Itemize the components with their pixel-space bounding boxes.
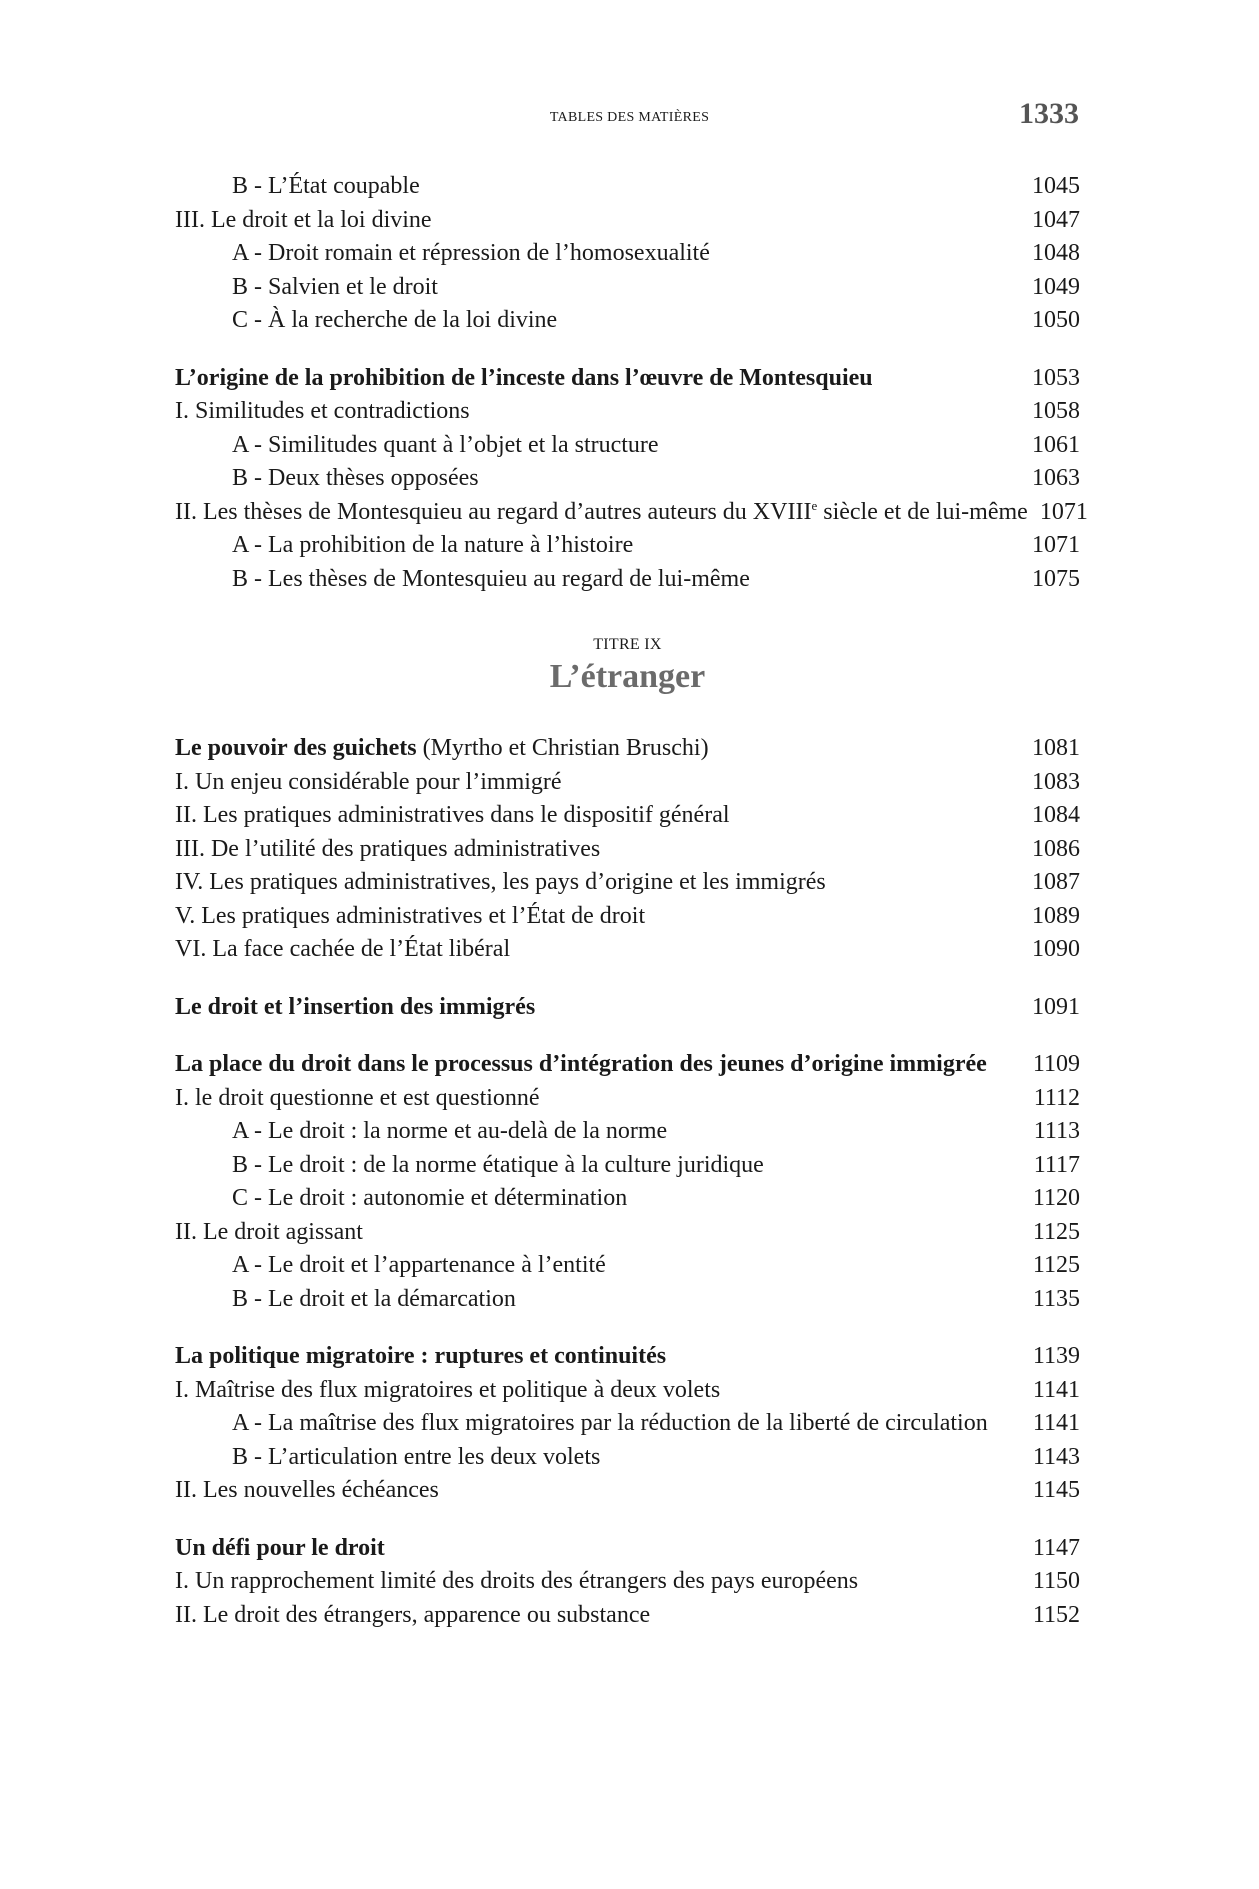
part-title: L’étranger — [549, 658, 706, 695]
toc-entry-page: 1147 — [1032, 1534, 1080, 1561]
toc-chapter-title: Un défi pour le droit — [175, 1534, 385, 1561]
toc-entry-page: 1061 — [1032, 431, 1080, 458]
toc-entry — [175, 1474, 1080, 1508]
toc-entry-text-before: II. Les thèses de Montesquieu au regard d’autres auteurs du XVIII — [175, 498, 812, 525]
toc-entry — [175, 1149, 1080, 1183]
toc-entry-text — [175, 496, 1028, 530]
toc-entry — [175, 799, 1080, 833]
toc-entry-text: B - Le droit : de la norme étatique à la culture juridique — [232, 1151, 764, 1178]
toc-entry-page: 1125 — [1032, 1252, 1080, 1278]
toc-entry-page: 1050 — [1032, 307, 1080, 333]
toc-entry — [175, 933, 1080, 967]
toc-entry-text: C - À la recherche de la loi divine — [232, 307, 558, 333]
toc-chapter-entry — [175, 362, 1080, 396]
toc-entry — [175, 496, 1088, 530]
toc-entry — [175, 1441, 1080, 1475]
toc-entry-text: II. Le droit des étrangers, apparence ou substance — [175, 1601, 651, 1628]
page-number: 1333 — [1019, 97, 1079, 130]
toc-entry — [175, 204, 1080, 238]
toc-entry-page: 1081 — [1032, 735, 1080, 761]
running-header: TABLES DES MATIÈRES — [549, 110, 710, 125]
toc-chapter-title-bold: Le pouvoir des guichets — [175, 735, 417, 761]
toc-entry-text: IV. Les pratiques administratives, les pays d’origine et les immigrés — [175, 869, 826, 895]
toc-entry-text: I. le droit questionne et est questionné — [175, 1084, 540, 1111]
toc-chapter-title — [175, 732, 709, 766]
toc-entry-page: 1120 — [1032, 1185, 1080, 1211]
toc-entry — [175, 1082, 1080, 1116]
toc-entry-text: A - Droit romain et répression de l’homosexualité — [232, 240, 710, 266]
toc-entry-page: 1075 — [1032, 565, 1080, 592]
toc-chapter-title: La place du droit dans le processus d’intégration des jeunes d’origine immigrée — [175, 1051, 987, 1077]
toc-entry-text: I. Similitudes et contradictions — [175, 398, 470, 424]
toc-entry — [175, 1565, 1080, 1599]
toc-entry-page: 1071 — [1032, 532, 1080, 558]
toc-entry-page: 1087 — [1032, 869, 1080, 895]
toc-entry-text: B - Deux thèses opposées — [232, 465, 479, 491]
toc-entry — [175, 900, 1080, 934]
section-gap — [175, 1508, 1080, 1532]
toc-entry-text: B - Salvien et le droit — [232, 273, 438, 300]
table-of-contents — [175, 170, 1088, 1632]
toc-entry — [175, 1283, 1080, 1317]
toc-entry-page: 1084 — [1032, 802, 1080, 828]
toc-entry-text: II. Les nouvelles échéances — [175, 1477, 439, 1503]
toc-entry-page: 1058 — [1032, 398, 1080, 424]
toc-entry-page: 1141 — [1032, 1410, 1080, 1436]
toc-chapter-entry — [175, 1532, 1080, 1566]
toc-entry — [175, 237, 1080, 271]
toc-chapter-title: La politique migratoire : ruptures et continuités — [175, 1343, 667, 1369]
superscript-e: e — [811, 497, 818, 513]
toc-entry-text: B - L’articulation entre les deux volets — [232, 1443, 601, 1470]
toc-entry-text: III. Le droit et la loi divine — [175, 206, 432, 233]
toc-entry-text: A - Similitudes quant à l’objet et la structure — [232, 431, 659, 458]
toc-entry — [175, 1249, 1080, 1283]
toc-entry-page: 1113 — [1033, 1118, 1080, 1144]
toc-chapter-entry — [175, 732, 1080, 766]
toc-entry-text: B - Le droit et la démarcation — [232, 1285, 516, 1312]
toc-entry — [175, 271, 1080, 305]
part-heading — [175, 636, 1080, 696]
toc-entry-page: 1145 — [1032, 1477, 1080, 1503]
toc-entry — [175, 1115, 1080, 1149]
toc-entry-text: C - Le droit : autonomie et détermination — [232, 1185, 628, 1211]
toc-entry-text: I. Un rapprochement limité des droits des étrangers des pays européens — [175, 1568, 859, 1594]
toc-chapter-author: (Myrtho et Christian Bruschi) — [416, 735, 709, 761]
toc-entry-text: A - Le droit et l’appartenance à l’entité — [232, 1252, 606, 1278]
toc-chapter-entry — [175, 1340, 1080, 1374]
toc-entry-page: 1135 — [1032, 1285, 1080, 1312]
toc-entry — [175, 1407, 1080, 1441]
toc-entry — [175, 304, 1080, 338]
toc-entry-page: 1048 — [1032, 240, 1080, 266]
toc-entry-page: 1117 — [1033, 1151, 1080, 1178]
part-label: TITRE IX — [593, 636, 662, 653]
toc-entry-text: II. Le droit agissant — [175, 1218, 363, 1245]
toc-entry-text-after: siècle et de lui-même — [817, 498, 1028, 525]
toc-entry-page: 1083 — [1032, 768, 1080, 795]
toc-entry — [175, 866, 1080, 900]
toc-entry-text: VI. La face cachée de l’État libéral — [175, 936, 511, 962]
section-gap — [175, 967, 1080, 991]
toc-entry-page: 1091 — [1032, 993, 1080, 1020]
toc-chapter-entry — [175, 991, 1080, 1025]
toc-entry-text: B - L’État coupable — [232, 173, 420, 199]
toc-entry-text: I. Maîtrise des flux migratoires et politique à deux volets — [175, 1376, 721, 1403]
toc-entry-page: 1045 — [1032, 173, 1080, 199]
toc-entry — [175, 170, 1080, 204]
toc-entry-page: 1143 — [1032, 1443, 1080, 1470]
toc-chapter-entry — [175, 1048, 1080, 1082]
toc-entry-page: 1141 — [1032, 1376, 1080, 1403]
toc-chapter-title: Le droit et l’insertion des immigrés — [175, 993, 536, 1020]
toc-entry — [175, 395, 1080, 429]
section-gap — [175, 1316, 1080, 1340]
toc-entry-page: 1049 — [1032, 273, 1080, 300]
toc-entry-page: 1152 — [1032, 1601, 1080, 1628]
toc-entry — [175, 833, 1080, 867]
toc-entry-page: 1063 — [1032, 465, 1080, 491]
toc-entry-text: B - Les thèses de Montesquieu au regard de lui-même — [232, 565, 750, 592]
toc-entry — [175, 1216, 1080, 1250]
toc-entry-page: 1109 — [1032, 1051, 1080, 1077]
toc-entry — [175, 563, 1080, 597]
toc-entry — [175, 529, 1080, 563]
section-gap — [175, 338, 1080, 362]
toc-entry — [175, 1599, 1080, 1633]
toc-entry-page: 1112 — [1033, 1084, 1080, 1111]
toc-entry-page: 1125 — [1032, 1218, 1080, 1245]
toc-entry-page: 1139 — [1032, 1343, 1080, 1369]
toc-entry — [175, 766, 1080, 800]
toc-entry-text: A - La prohibition de la nature à l’histoire — [232, 532, 634, 558]
toc-entry — [175, 429, 1080, 463]
toc-chapter-title: L’origine de la prohibition de l’inceste dans l’œuvre de Montesquieu — [175, 364, 873, 391]
toc-entry-text: A - La maîtrise des flux migratoires par la réduction de la liberté de circulation — [232, 1410, 988, 1436]
toc-entry-text: II. Les pratiques administratives dans le dispositif général — [175, 802, 730, 828]
toc-entry — [175, 1374, 1080, 1408]
toc-entry-text: III. De l’utilité des pratiques administratives — [175, 835, 601, 862]
toc-entry — [175, 1182, 1080, 1216]
toc-entry-text: V. Les pratiques administratives et l’État de droit — [175, 902, 646, 929]
toc-entry-page: 1071 — [1039, 498, 1088, 525]
toc-entry-text: A - Le droit : la norme et au-delà de la norme — [232, 1118, 668, 1144]
toc-entry-page: 1090 — [1032, 936, 1080, 962]
toc-entry — [175, 462, 1080, 496]
toc-entry-text: I. Un enjeu considérable pour l’immigré — [175, 768, 562, 795]
toc-entry-page: 1053 — [1032, 364, 1080, 391]
section-gap — [175, 1024, 1080, 1048]
toc-entry-page: 1089 — [1032, 902, 1080, 929]
toc-entry-page: 1150 — [1032, 1568, 1080, 1594]
toc-entry-page: 1086 — [1032, 835, 1080, 862]
toc-entry-page: 1047 — [1032, 206, 1080, 233]
